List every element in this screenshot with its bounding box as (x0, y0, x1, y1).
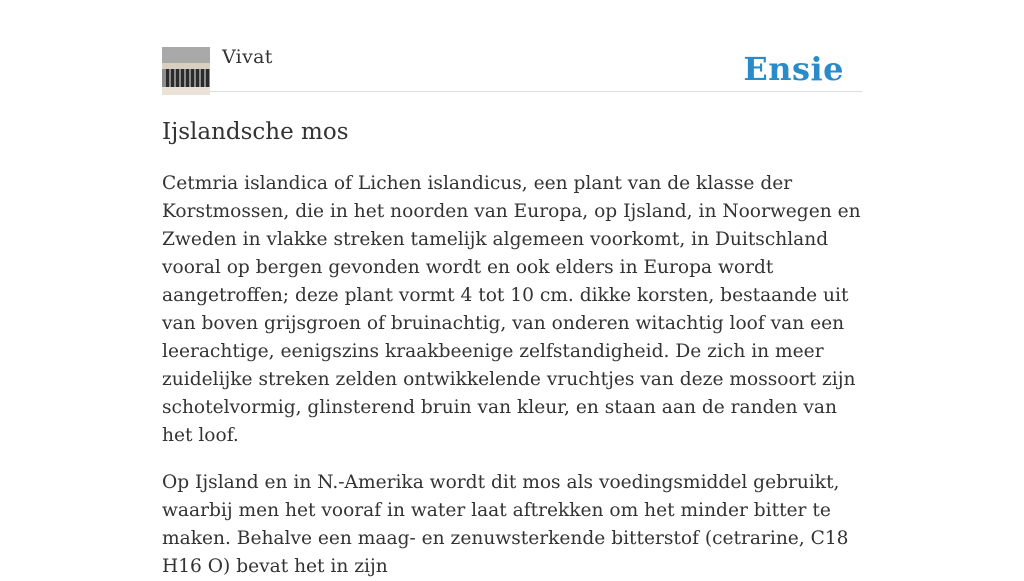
username-link[interactable]: Vivat (222, 46, 273, 68)
brand-logo-link[interactable]: Ensie (743, 50, 844, 88)
header (162, 46, 862, 92)
article-title: Ijslandsche mos (162, 119, 349, 145)
avatar-image-icon (162, 47, 210, 95)
article-paragraph-1: Cetmria islandica of Lichen islandicus, een plant van de klasse der Korstmossen, die in het noorden van Europa, op Ijsland, in Noorwegen en Zweden in vlakke streken tamelijk algemeen voorkomt, in Duitschland vooral op bergen gevonden wordt en ook elders in Europa wordt aangetroffen; deze plant vormt 4 tot 10 cm. dikke korsten, bestaande uit van boven grijsgroen of bruinachtig, van onderen witachtig loof van een leerachtige, eenigszins kraakbeenige zelfstandigheid. De zich in meer zuidelijke streken zelden ontwikkelende vruchtjes van deze mossoort zijn schotelvormig, glinsterend bruin van kleur, en staan aan de randen van het loof. (162, 173, 861, 446)
article-paragraph-2: Op Ijsland en in N.-Amerika wordt dit mos als voedingsmiddel gebruikt, waarbij men het vooraf in water laat aftrekken om het minder bitter te maken. Behalve een maag- en zenuwsterkende bitterstof (cetrarine, C18 H16 O) bevat het in zijn (162, 472, 849, 577)
user-avatar[interactable] (162, 47, 210, 95)
page (162, 0, 862, 581)
